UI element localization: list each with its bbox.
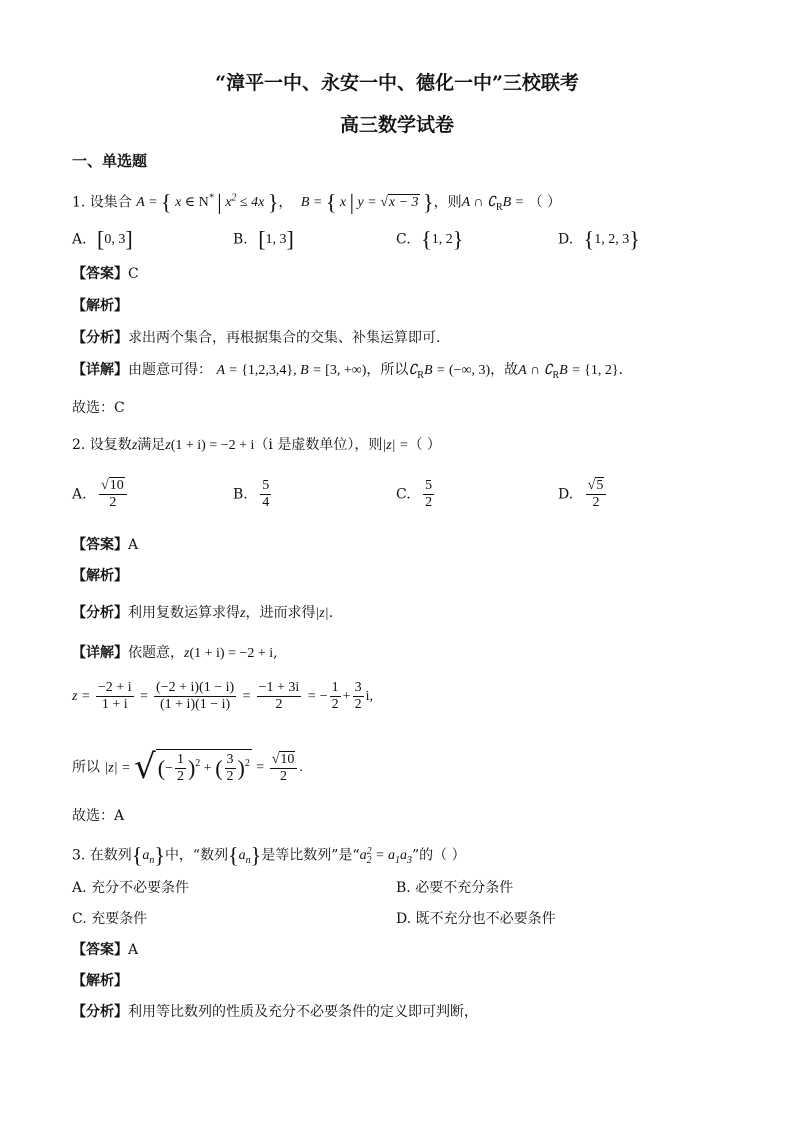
q2-option-c: C. $\frac{5}{2}$ — [396, 478, 433, 511]
q1-xiangjie: 【详解】由题意可得： A = {1,2,3,4}, B = [3, +∞)，所以$∁_RB$ = (−∞, 3)，故A ∩ $∁_RB = \{1$, 2}. — [72, 362, 624, 381]
q1-paren: （ ） — [528, 194, 562, 211]
q1-mid: ， — [278, 194, 293, 211]
q2-fenxi: 【分析】利用复数运算求得z，进而求得|z|. — [72, 605, 334, 621]
q3-jiexi: 【解析】 — [72, 973, 128, 989]
q1-fenxi: 【分析】求出两个集合，再根据集合的交集、补集运算即可. — [72, 330, 441, 346]
exam-title: “漳平一中、永安一中、德化一中”三校联考 — [215, 72, 579, 94]
q1-conclusion: 故选：C — [72, 400, 125, 416]
q3-fenxi: 【分析】利用等比数列的性质及充分不必要条件的定义即可判断， — [72, 1004, 478, 1020]
q1-answer: 【答案】C — [72, 266, 139, 282]
q1-tail: ，则 — [433, 194, 462, 211]
q2-conclusion: 故选：A — [72, 808, 125, 824]
q1-jiexi: 【解析】 — [72, 298, 128, 314]
q2-modulus: 所以 |z| = √(− $\frac{1}{2}$ )$^2$ + ( $\frac{3}{2}$ )$^2$ = $\frac{√10}{2}$ . — [72, 747, 303, 787]
section-heading: 一、单选题 — [72, 152, 148, 170]
q1-set-a: A = { x ∈ N* | $x^2 \le 4x$ } — [136, 190, 279, 215]
q2-statement: 2. 设复数z满足z(1 + i) = −2 + i（i 是虚数单位），则|z| =（ ） — [72, 437, 441, 453]
q1-expr: A ∩ $∁_RB$ = — [461, 195, 525, 214]
q2-derivation: z = $\frac{-2 + i}{1 + i}$ = $\frac{(-2 + i)(1 - i)}{(1 + i)(1 - i)}$ = $\frac{-1 + 3i}{2}$ = − $\frac{1}{2}$ + $\frac{3}{2}$ i, — [72, 680, 373, 713]
exam-subtitle: 高三数学试卷 — [339, 114, 454, 136]
q2-option-b: B. $\frac{5}{4}$ — [233, 478, 270, 511]
q1-option-d: D. {1, 2, 3} — [558, 227, 640, 252]
q3-option-b: B. 必要不充分条件 — [396, 880, 514, 896]
q1-option-a: A. [0, 3] — [72, 227, 133, 252]
q2-xiangjie: 【详解】依题意，z(1 + i) = −2 + i, — [72, 645, 278, 661]
q1-statement — [72, 190, 561, 216]
q3-option-d: D. 既不充分也不必要条件 — [396, 911, 556, 927]
q3-answer: 【答案】A — [72, 942, 139, 958]
q3-statement: 3. 在数列$\{a_n\}$中，“数列$\{a_n\}$是等比数列”是“$a_2^2 = a_1a_3$”的（ ） — [72, 843, 466, 868]
q2-answer: 【答案】A — [72, 537, 139, 553]
q2-option-d: D. $\frac{√5}{2}$ — [558, 478, 608, 511]
q2-option-a: A. $\frac{√10}{2}$ — [72, 478, 129, 511]
q2-jiexi: 【解析】 — [72, 568, 128, 584]
q1-option-b: B. [1, 3] — [233, 227, 294, 252]
q1-option-c: C. {1, 2} — [396, 227, 464, 252]
q1-lead: 1. 设集合 — [72, 194, 132, 211]
q1-set-b: B = { x | y = √x − 3 } — [300, 190, 434, 215]
q3-option-c: C. 充要条件 — [72, 911, 148, 927]
q3-option-a: A. 充分不必要条件 — [72, 880, 190, 896]
